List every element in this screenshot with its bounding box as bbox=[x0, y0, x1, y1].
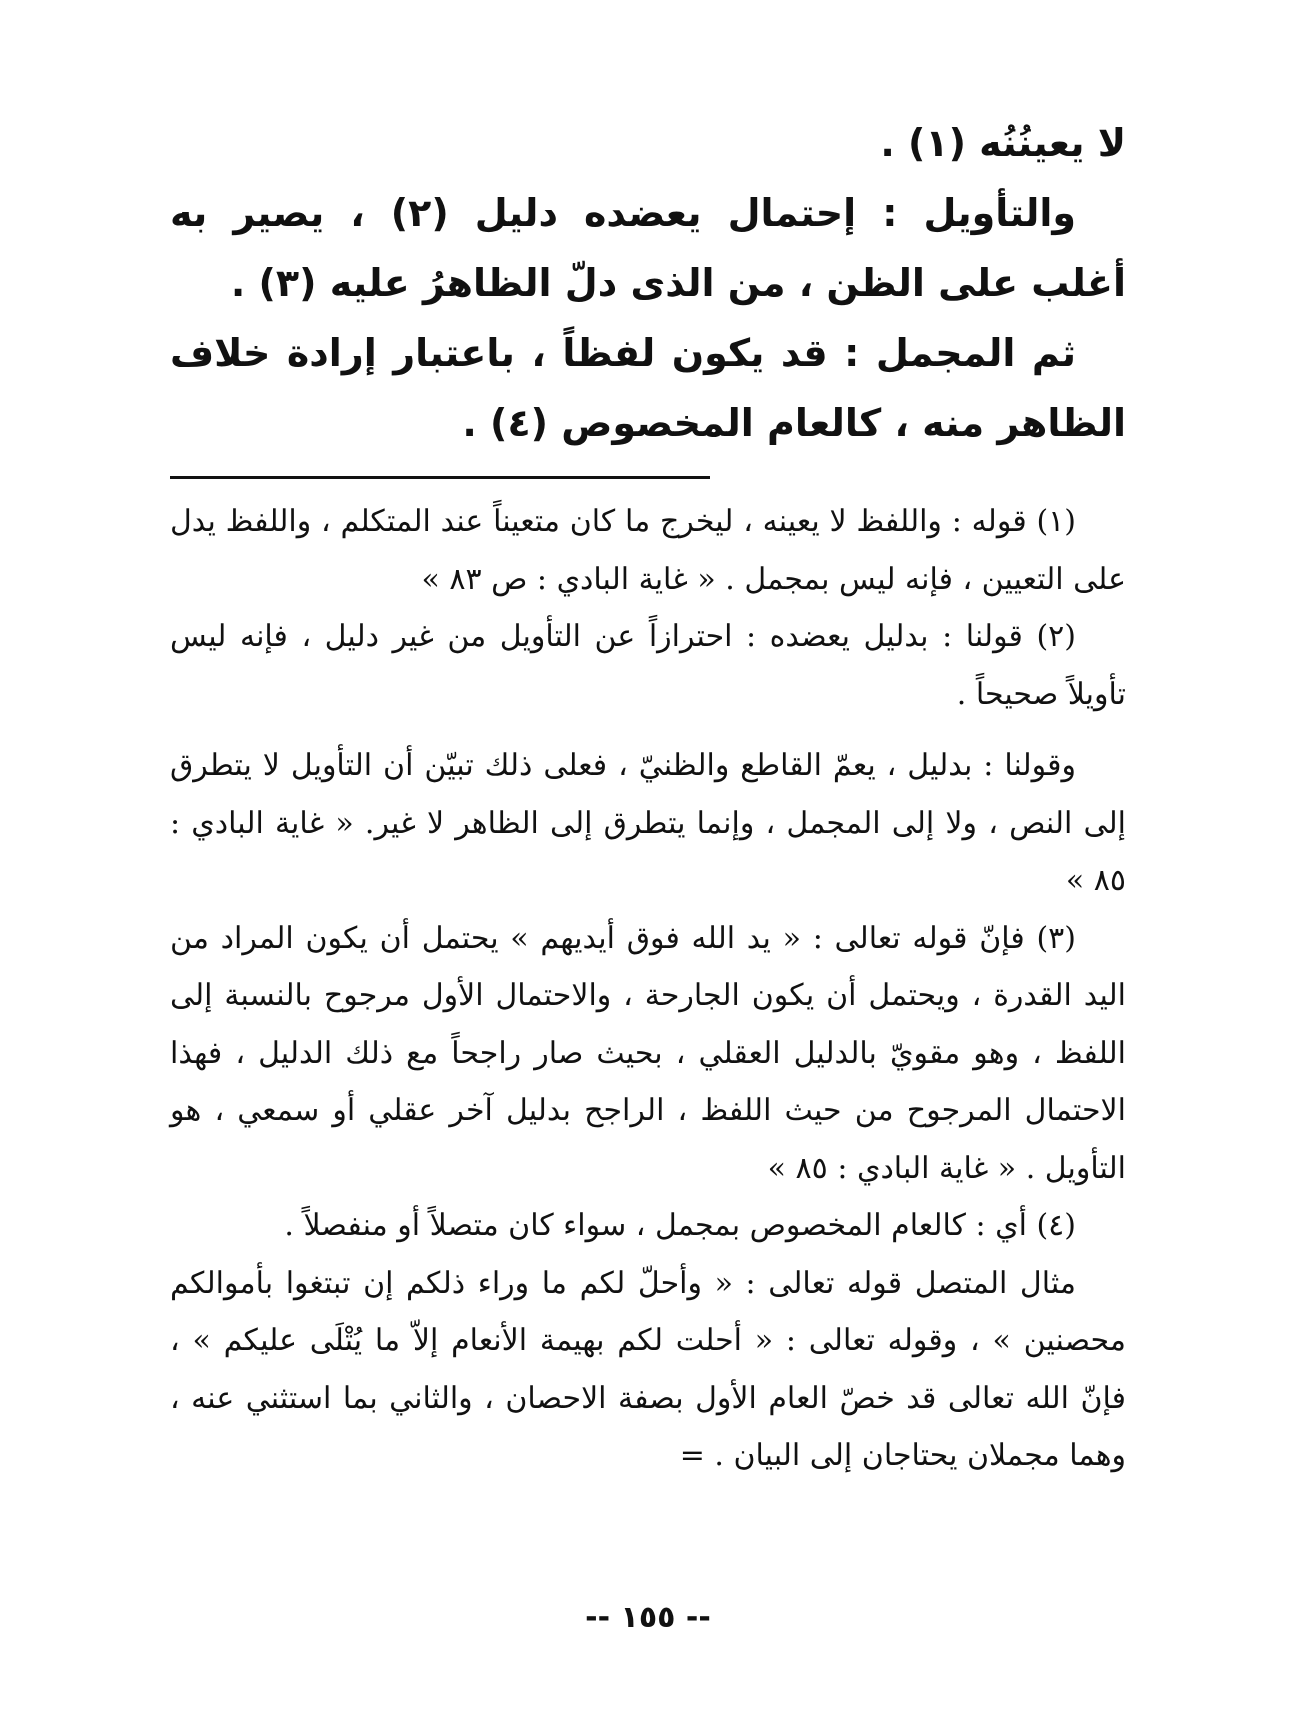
footnote-3: (٣) فإنّ قوله تعالى : « يد الله فوق أيديهم » يحتمل أن يكون المراد من اليد القدرة ، ويحتمل أن يكون الجارحة ، والاحتمال الأول مرجوح بالنسبة إلى اللفظ ، وهو مقويّ بالدليل العقلي ، بحيث صار راجحاً مع ذلك الدليل ، فهذا الاحتمال المرجوح من حيث اللفظ ، الراجح بدليل آخر عقلي أو سمعي ، هو التأويل . « غاية البادي : ٨٥ » bbox=[170, 920, 1126, 1186]
main-paragraph-3: ثم المجمل : قد يكون لفظاً ، باعتبار إرادة خلاف الظاهر منه ، كالعام المخصوص (٤) . bbox=[170, 331, 1126, 445]
footnote-4: (٤) أي : كالعام المخصوص بمجمل ، سواء كان متصلاً أو منفصلاً . bbox=[284, 1208, 1076, 1243]
footnotes bbox=[170, 493, 1126, 1485]
page-number: -- ١٥٥ -- bbox=[585, 1600, 711, 1635]
footnote-separator-wrap bbox=[170, 476, 1126, 479]
main-paragraph-1: لا يعينُنُه (١) . bbox=[880, 121, 1126, 165]
footnote-4-continuation: مثال المتصل قوله تعالى : « وأحلّ لكم ما وراء ذلكم إن تبتغوا بأموالكم محصنين » ، وقوله تعالى : « أحلت لكم بهيمة الأنعام إلاّ ما يُتْلَى عليكم » ، فإنّ الله تعالى قد خصّ العام الأول بصفة الاحصان ، والثاني بما استثني عنه ، وهما مجملان يحتاجان إلى البيان . = bbox=[170, 1265, 1126, 1473]
footnote-1: (١) قوله : واللفظ لا يعينه ، ليخرج ما كان متعيناً عند المتكلم ، واللفظ يدل على التعيين ، فإنه ليس بمجمل . « غاية البادي : ص ٨٣ » bbox=[170, 504, 1126, 597]
footnote-separator bbox=[170, 476, 710, 479]
main-text bbox=[170, 108, 1126, 458]
footnote-2: (٢) قولنا : بدليل يعضده : احترازاً عن التأويل من غير دليل ، فإنه ليس تأويلاً صحيحاً . bbox=[170, 619, 1126, 712]
main-paragraph-2: والتأويل : إحتمال يعضده دليل (٢) ، يصير به أغلب على الظن ، من الذى دلّ الظاهرُ عليه (٣) . bbox=[170, 191, 1126, 305]
footnote-2-continuation: وقولنا : بدليل ، يعمّ القاطع والظنيّ ، فعلى ذلك تبيّن أن التأويل لا يتطرق إلى النص ، ولا إلى المجمل ، وإنما يتطرق إلى الظاهر لا غير. « غاية البادي : ٨٥ » bbox=[170, 748, 1126, 898]
